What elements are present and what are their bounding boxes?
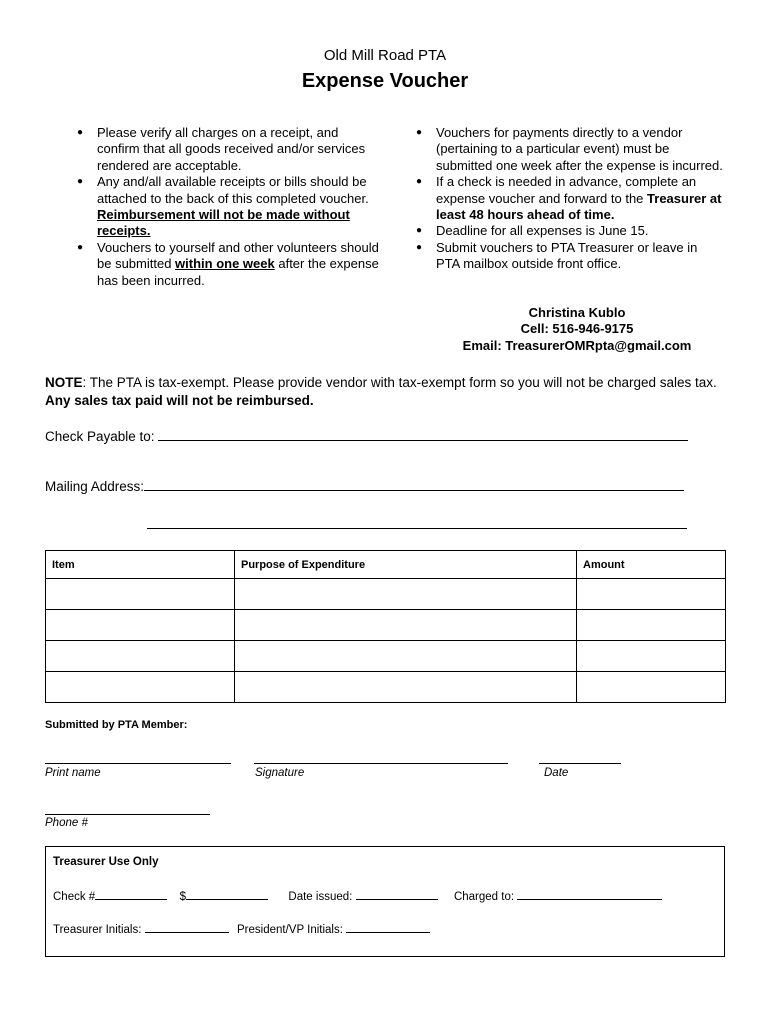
mailing-address-field[interactable]: [144, 477, 684, 491]
check-payable-row: [45, 427, 688, 444]
purpose-cell[interactable]: [235, 641, 577, 672]
print-name-field[interactable]: [45, 763, 231, 764]
date-issued-label: Date issued:: [288, 891, 353, 903]
check-number-label: Check #: [53, 891, 96, 903]
item-cell[interactable]: [46, 579, 235, 610]
note-bold-text: Any sales tax paid will not be reimbursed.: [45, 393, 314, 408]
phone-field[interactable]: [45, 814, 210, 815]
mailing-address-label: Mailing Address:: [45, 479, 145, 494]
purpose-cell[interactable]: [235, 672, 577, 703]
instruction-text: Submit vouchers to PTA Treasurer or leave in PTA mailbox outside front office.: [436, 239, 698, 272]
treasurer-initials-field[interactable]: [145, 921, 229, 933]
contact-email: Email: TreasurerOMRpta@gmail.com: [462, 337, 692, 353]
amount-cell[interactable]: [577, 579, 726, 610]
instruction-text: Vouchers to yourself and other volunteers should be submitted: [97, 239, 379, 272]
note-label: NOTE: [45, 375, 83, 390]
org-name: Old Mill Road PTA: [323, 47, 447, 64]
amount-cell[interactable]: [577, 610, 726, 641]
instruction-text: after the expense has been incurred.: [97, 256, 379, 288]
instructions-left: [75, 125, 380, 289]
treasurer-heading: Treasurer Use Only: [53, 856, 159, 868]
treasurer-contact: [452, 305, 702, 354]
purpose-cell[interactable]: [235, 610, 577, 641]
instruction-item: [414, 240, 724, 273]
date-field[interactable]: [539, 763, 621, 764]
charged-to-label: Charged to:: [453, 891, 515, 903]
date-label: Date: [544, 767, 569, 779]
amount-label: $: [179, 891, 186, 903]
column-header-amount: Amount: [577, 551, 726, 579]
instruction-item: [75, 240, 380, 289]
treasurer-row-1: [53, 888, 662, 903]
item-cell[interactable]: [46, 610, 235, 641]
item-cell[interactable]: [46, 672, 235, 703]
contact-cell: Cell: 516-946-9175: [520, 321, 634, 337]
instruction-item: [75, 125, 380, 174]
instruction-emphasis: Reimbursement will not be made without receipts.: [97, 207, 350, 239]
table-row: [46, 579, 726, 610]
instruction-item: [414, 125, 724, 174]
tax-note: [45, 374, 730, 410]
table-row: [46, 672, 726, 703]
contact-name: Christina Kublo: [528, 305, 626, 320]
amount-cell[interactable]: [577, 672, 726, 703]
column-header-purpose: Purpose of Expenditure: [235, 551, 577, 579]
note-text: : The PTA is tax-exempt. Please provide vendor with tax-exempt form so you will not be charged sales tax.: [82, 375, 717, 390]
check-payable-field[interactable]: [158, 427, 688, 441]
instructions-right: [414, 125, 724, 273]
expense-table: [45, 550, 726, 703]
signature-label: Signature: [255, 767, 305, 779]
president-initials-label: President/VP Initials:: [237, 924, 343, 936]
table-row: [46, 641, 726, 672]
instruction-item: [75, 174, 380, 240]
table-row: [46, 610, 726, 641]
instruction-emphasis: Treasurer at least 48 hours ahead of time.: [436, 190, 722, 223]
charged-to-field[interactable]: [517, 888, 662, 900]
date-issued-field[interactable]: [356, 888, 438, 900]
phone-label: Phone #: [45, 817, 88, 829]
instruction-emphasis: within one week: [175, 256, 275, 272]
purpose-cell[interactable]: [235, 579, 577, 610]
column-header-item: Item: [46, 551, 235, 579]
treasurer-use-box: [45, 846, 725, 957]
mailing-address-field-2[interactable]: [147, 515, 687, 529]
mailing-address-row: [45, 477, 684, 494]
signature-field[interactable]: [254, 763, 508, 764]
president-initials-field[interactable]: [346, 921, 430, 933]
instruction-text: Please verify all charges on a receipt, and confirm that all goods received and/or services rendered are acceptable.: [97, 125, 366, 173]
instruction-text: Vouchers for payments directly to a vendor (pertaining to a particular event) must be submitted one week after the expense is incurred.: [436, 125, 723, 173]
treasurer-row-2: [53, 921, 430, 936]
check-number-field[interactable]: [95, 888, 167, 900]
table-header-row: [46, 551, 726, 579]
instruction-text: If a check is needed in advance, complete an expense voucher and forward to the: [436, 174, 697, 206]
instruction-text: Deadline for all expenses is June 15.: [436, 223, 649, 239]
check-payable-label: Check Payable to:: [45, 429, 155, 444]
print-name-label: Print name: [45, 767, 101, 779]
treasurer-initials-label: Treasurer Initials:: [53, 924, 142, 936]
instruction-text: Any and/all available receipts or bills should be attached to the back of this completed voucher.: [97, 174, 369, 206]
instruction-item: [414, 223, 724, 239]
instruction-item: [414, 174, 724, 223]
submitted-heading: Submitted by PTA Member:: [45, 719, 188, 731]
amount-field[interactable]: [186, 888, 268, 900]
amount-cell[interactable]: [577, 641, 726, 672]
item-cell[interactable]: [46, 641, 235, 672]
page-title: Expense Voucher: [301, 70, 469, 92]
